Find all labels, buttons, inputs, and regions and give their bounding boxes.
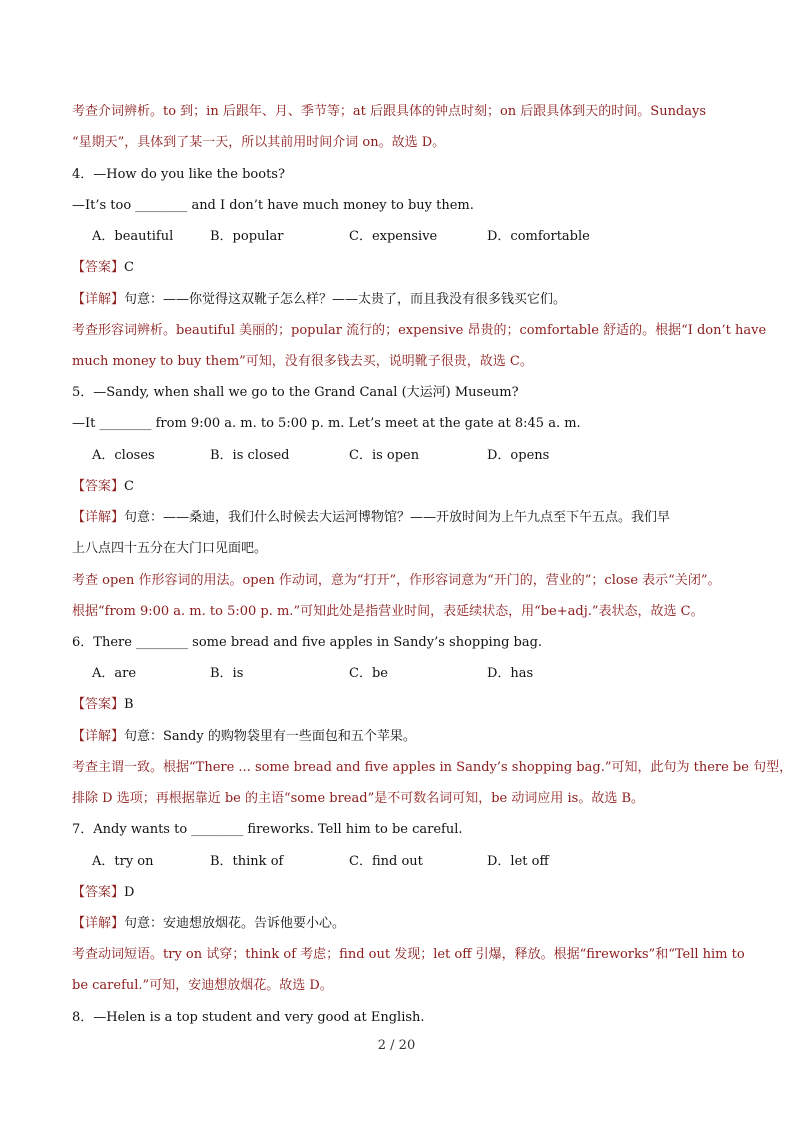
answer-tag: 【答案】 bbox=[72, 697, 125, 712]
detail-tag: 【详解】 bbox=[72, 916, 125, 931]
q7-answer bbox=[72, 884, 733, 902]
q7-option-a: A．try on bbox=[92, 854, 154, 869]
q7-option-c: C．find out bbox=[349, 854, 423, 869]
q4-option-b: B．popular bbox=[210, 229, 284, 244]
q6-option-d: D．has bbox=[487, 666, 534, 681]
q7-option-d: D．let off bbox=[487, 854, 549, 869]
q5-option-d: D．opens bbox=[487, 448, 550, 463]
detail-tag: 【详解】 bbox=[72, 292, 125, 307]
detail-tag: 【详解】 bbox=[72, 729, 125, 744]
q7-explain-line2: be careful.”可知，安迪想放烟花。故选 D。 bbox=[72, 978, 333, 993]
q4-option-c: C．expensive bbox=[349, 229, 438, 244]
q8-stem: 8．—Helen is a top student and very good at English. bbox=[72, 1010, 425, 1025]
q7-detail bbox=[72, 915, 733, 933]
q5-explain-line2: 根据“from 9:00 a. m. to 5:00 p. m.”可知此处是指营业时间，表延续状态，用“be+adj.”表状态，故选 C。 bbox=[72, 604, 704, 619]
q4-detail bbox=[72, 291, 733, 309]
q7-option-b: B．think of bbox=[210, 854, 284, 869]
q5-stem-line1: 5．—Sandy, when shall we go to the Grand Canal (大运河) Museum? bbox=[72, 385, 519, 400]
q3-explain-line1: 考查介词辨析。to 到；in 后跟年、月、季节等；at 后跟具体的钟点时刻；on 后跟具体到天的时间。Sundays bbox=[72, 104, 707, 119]
answer-letter: C bbox=[124, 479, 134, 494]
q5-detail-text: 句意：——桑迪，我们什么时候去大运河博物馆？——开放时间为上午九点至下午五点。我们早 bbox=[124, 510, 671, 525]
q4-detail-text: 句意：——你觉得这双靴子怎么样？——太贵了，而且我没有很多钱买它们。 bbox=[124, 292, 567, 307]
q6-stem: 6．There ________ some bread and five apples in Sandy’s shopping bag. bbox=[72, 635, 543, 650]
q6-option-c: C．be bbox=[349, 666, 388, 681]
q5-detail-line2: 上八点四十五分在大门口见面吧。 bbox=[72, 541, 268, 556]
q6-detail bbox=[72, 728, 733, 746]
answer-tag: 【答案】 bbox=[72, 885, 125, 900]
q5-option-a: A．closes bbox=[92, 448, 155, 463]
answer-letter: B bbox=[124, 697, 134, 712]
q4-option-d: D．comfortable bbox=[487, 229, 590, 244]
q5-option-c: C．is open bbox=[349, 448, 420, 463]
q6-answer bbox=[72, 696, 733, 714]
answer-tag: 【答案】 bbox=[72, 260, 125, 275]
answer-letter: D bbox=[124, 885, 135, 900]
q4-option-a: A．beautiful bbox=[92, 229, 174, 244]
q5-stem-line2: —It ________ from 9:00 a. m. to 5:00 p. m. Let’s meet at the gate at 8:45 a. m. bbox=[72, 416, 581, 431]
q4-stem-line2: —It’s too ________ and I don’t have much money to buy them. bbox=[72, 198, 474, 213]
answer-tag: 【答案】 bbox=[72, 479, 125, 494]
q5-explain-line1: 考查 open 作形容词的用法。open 作动词，意为“打开”，作形容词意为“开门的，营业的”；close 表示“关闭”。 bbox=[72, 573, 721, 588]
q4-stem-line1: 4．—How do you like the boots? bbox=[72, 167, 285, 182]
q4-answer bbox=[72, 259, 733, 277]
q5-option-b: B．is closed bbox=[210, 448, 290, 463]
q6-explain-line2: 排除 D 选项；再根据靠近 be 的主语“some bread”是不可数名词可知，be 动词应用 is。故选 B。 bbox=[72, 791, 645, 806]
q6-explain-line1: 考查主谓一致。根据“There ... some bread and five apples in Sandy’s shopping bag.”可知，此句为 there be 句型， bbox=[72, 760, 793, 775]
q6-detail-text: 句意：Sandy 的购物袋里有一些面包和五个苹果。 bbox=[124, 729, 416, 744]
q5-detail bbox=[72, 509, 733, 527]
answer-letter: C bbox=[124, 260, 134, 275]
q7-stem: 7．Andy wants to ________ fireworks. Tell him to be careful. bbox=[72, 822, 463, 837]
detail-tag: 【详解】 bbox=[72, 510, 125, 525]
q4-explain-line2: much money to buy them”可知，没有很多钱去买，说明靴子很贵，故选 C。 bbox=[72, 354, 533, 369]
q3-explain-line2: “星期天”，具体到了某一天，所以其前用时间介词 on。故选 D。 bbox=[72, 135, 446, 150]
page-number: 2 / 20 bbox=[377, 1038, 416, 1053]
q7-detail-text: 句意：安迪想放烟花。告诉他要小心。 bbox=[124, 916, 346, 931]
q6-option-b: B．is bbox=[210, 666, 244, 681]
q7-explain-line1: 考查动词短语。try on 试穿；think of 考虑；find out 发现；let off 引爆，释放。根据“fireworks”和“Tell him to bbox=[72, 947, 745, 962]
q4-explain-line1: 考查形容词辨析。beautiful 美丽的；popular 流行的；expensive 昂贵的；comfortable 舒适的。根据“I don’t have bbox=[72, 323, 767, 338]
q6-option-a: A．are bbox=[92, 666, 137, 681]
q5-answer bbox=[72, 478, 733, 496]
